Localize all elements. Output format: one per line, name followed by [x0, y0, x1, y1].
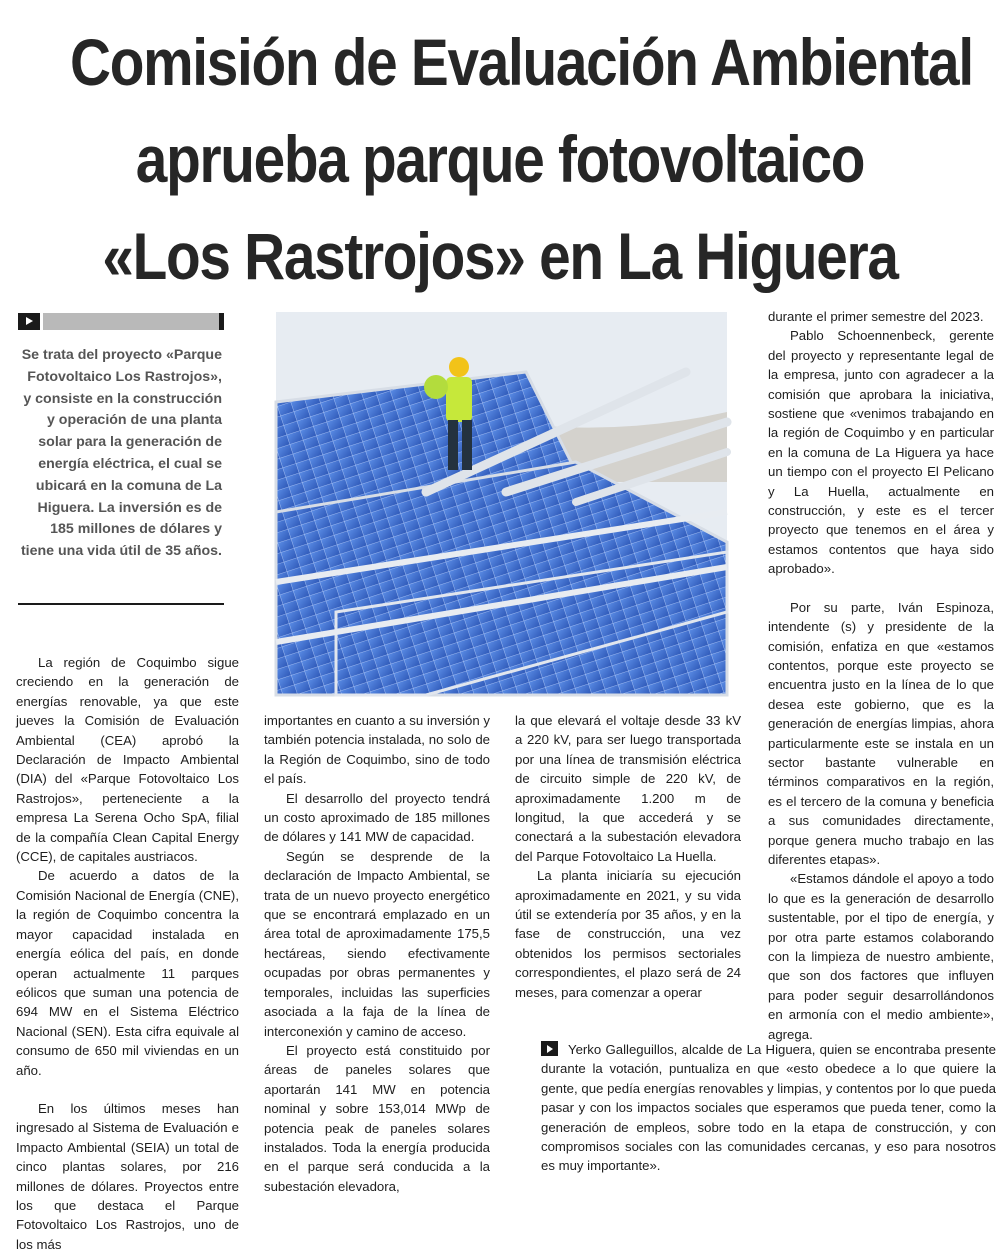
paragraph: la que elevará el voltaje desde 33 kV a 220 kV, para ser luego transportada por una línea de transmisión eléctrica de circuito simple de 220 kV, de aproximadamente 1.200 m de longitud, la que accederá y se conectará a la subestación elevadora del Parque Fotovoltaico La Huella. — [515, 713, 741, 864]
bottom-quote-text: Yerko Galleguillos, alcalde de La Higuera, quien se encontraba presente durante la votación, puntualiza en que «esto obedece a lo que quiere la gente, que pedía energías renovables y limpias, y contentos por lo que pueda pasar y con los impactos sociales que esperamos que pueda tener, como la generación de empleos, sobre todo en la etapa de construcción, y con compromisos sociales con las comunidades cercanas, y eso para nosotros es muy importante». — [541, 1042, 996, 1174]
paragraph: De acuerdo a datos de la Comisión Nacional de Energía (CNE), la región de Coquimbo concentra la mayor capacidad instalada en energía eólica del país, en donde operan actualmente 11 parques eólicos que suman una potencia de 694 MW en el Sistema Eléctrico Nacional (SEN). Esta cifra equivale al consumo de 650 mil viviendas en un año. — [16, 868, 239, 1078]
play-marker-icon — [541, 1041, 558, 1056]
solar-panel-illustration — [276, 312, 727, 695]
headline-line-2: aprueba parque fotovoltaico — [135, 122, 865, 196]
paragraph: En los últimos meses han ingresado al Sistema de Evaluación e Impacto Ambiental (SEIA) un total de cinco plantas solares, por 216 millones de dólares. Proyectos entre los que destaca el Parque Fotovoltaico Los Rastrojos, uno de los más — [16, 1100, 239, 1252]
marker-fill — [43, 313, 219, 330]
solar-panel-photo — [276, 312, 727, 695]
article-column-4 — [768, 307, 994, 1044]
headline-line-1: Comisión de Evaluación Ambiental — [70, 25, 973, 99]
paragraph: La planta iniciaría su ejecución aproximadamente en 2021, y su vida útil se extendería por 35 años, y en la fase de construcción, una vez obtenidos los permisos sectoriales correspondientes, el plazo será de 24 meses, para comenzar a operar — [515, 868, 741, 1000]
paragraph: «Estamos dándole el apoyo a todo lo que es la generación de desarrollo sustentable, por el tipo de energía, y por otra parte estamos colaborando con la limpieza de nuestro ambiente, que son dos factores que influyen para poder seguir desarrollándonos en armonía con el medio ambiente», agrega. — [768, 871, 994, 1042]
paragraph: Por su parte, Iván Espinoza, intendente (s) y presidente de la comisión, enfatiza en que «estamos contentos, porque este proyecto se encuentra justo en la línea de lo que desea este gobierno, que es la generación de energías limpias, ahora particularmente este se instala en un sector bastante vulnerable en términos comparativos en la región, es el tercero de la comuna y beneficia a sus comunidades directamente, porque genera mucho trabajo en las diferentes etapas». — [768, 599, 994, 867]
paragraph: La región de Coquimbo sigue creciendo en la generación de energías renovable, ya que este jueves la Comisión de Evaluación Ambiental (CEA) aprobó la Declaración de Impacto Ambiental (DIA) del «Parque Fotovoltaico Los Rastrojos», perteneciente a la empresa La Serena Ocho SpA, filial de la compañía Clean Capital Energy (CCE), de capitales austriacos. — [16, 655, 239, 865]
summary-divider — [18, 603, 224, 605]
marker-end — [219, 313, 224, 330]
paragraph: importantes en cuanto a su inversión y también potencia instalada, no solo de la Región de Coquimbo, sino de todo el país. — [264, 713, 490, 787]
bottom-quote-box — [541, 1040, 996, 1176]
summary-marker-bar — [18, 313, 224, 330]
paragraph: Según se desprende de la declaración de Impacto Ambiental, se trata de un nuevo proyecto energético que se encontrará emplazado en un área total de aproximadamente 175,5 hectáreas, siendo efectivamente ocupadas por obras permanentes y temporales, incluidas las superficies asociada a la faja de la línea de interconexión y camino de acceso. — [264, 848, 490, 1039]
article-column-1 — [16, 653, 239, 1254]
bottom-quote — [541, 1040, 996, 1176]
paragraph: El desarrollo del proyecto tendrá un costo aproximado de 185 millones de dólares y 141 MW de capacidad. — [264, 790, 490, 845]
play-marker-icon — [18, 313, 40, 330]
article-column-2 — [264, 711, 490, 1196]
article-column-3 — [515, 711, 741, 1002]
paragraph: El proyecto está constituido por áreas de paneles solares que aportarán 141 MW en potencia nominal y sobre 153,014 MWp de potencia peak de paneles solares instalados. Toda la energía producida en el parque será conducida a la subestación elevadora, — [264, 1042, 490, 1194]
summary-lead: Se trata del proyecto «Parque Fotovoltaico Los Rastrojos», y consiste en la construcción y operación de una planta solar para la generación de energía eléctrica, el cual se ubicará en la comuna de La Higuera. La inversión es de 185 millones de dólares y tiene una vida útil de 35 años. — [20, 347, 222, 560]
paragraph: Pablo Schoennenbeck, gerente del proyecto y representante legal de la empresa, junto con agradecer a la comisión que aprobara la iniciativa, sostiene que «venimos trabajando en la región de Coquimbo y en particular en la comuna de La Higuera ya hace un tiempo con el proyecto El Pelicano y La Huella, actualmente en construcción, y este es el tercer proyecto que tenemos en el área y estamos contentos que haya sido aprobado». — [768, 328, 994, 577]
headline — [70, 14, 973, 305]
headline-line-3: «Los Rastrojos» en La Higuera — [102, 219, 898, 293]
paragraph: durante el primer semestre del 2023. — [768, 309, 984, 324]
